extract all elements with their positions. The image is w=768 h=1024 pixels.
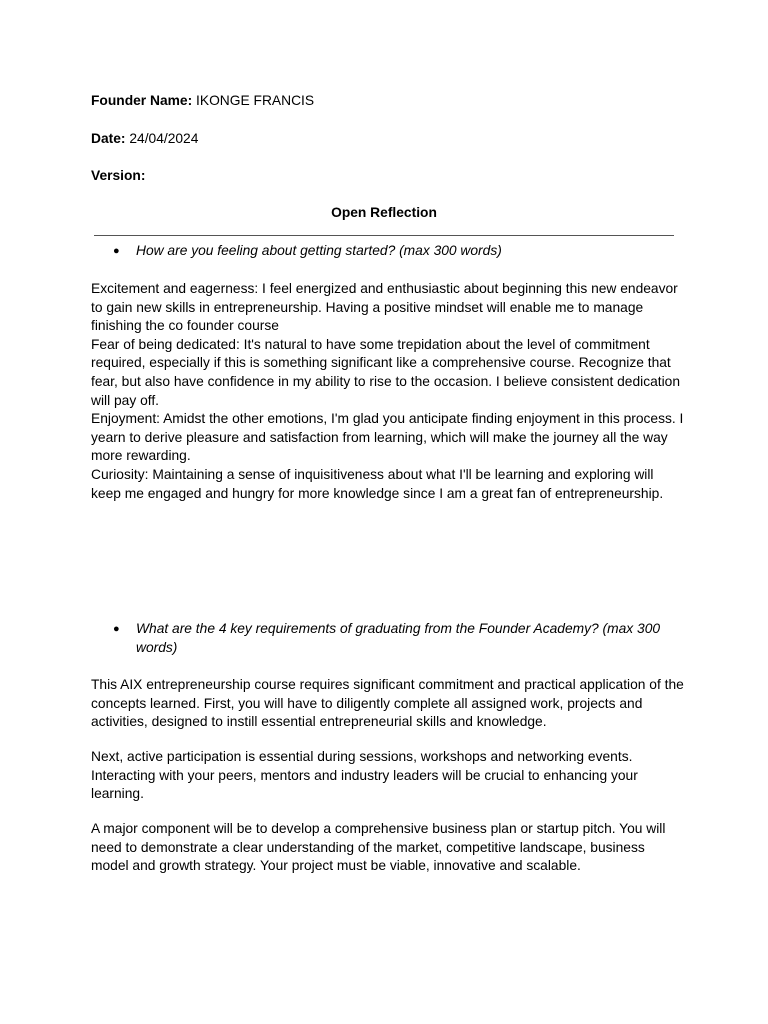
- title-divider: [94, 235, 674, 236]
- question-2: [113, 620, 673, 657]
- answer-1-paragraph: Enjoyment: Amidst the other emotions, I'm glad you anticipate finding enjoyment in this process. I yearn to derive pleasure and satisfaction from learning, which will make the journey all the way more rewarding.: [91, 411, 684, 464]
- founder-name-label: Founder Name:: [91, 93, 193, 108]
- date-label: Date:: [91, 131, 126, 146]
- founder-name-value: IKONGE FRANCIS: [196, 93, 315, 108]
- answer-2-paragraph-2: [91, 748, 685, 804]
- question-1-text: How are you feeling about getting started? (max 300 words): [136, 243, 502, 258]
- answer-2-paragraph-3: [91, 820, 685, 876]
- answer-2-paragraph-1: [91, 676, 685, 732]
- founder-name-line: [91, 92, 314, 110]
- answer-1-block: [91, 280, 685, 503]
- answer-1-paragraph: Fear of being dedicated: It's natural to have some trepidation about the level of commitment required, especially if this is something significant like a comprehensive course. Recognize that fear, but also have confidence in my ability to rise to the occasion. I believe consistent dedication will pay off.: [91, 336, 681, 408]
- page-title: Open Reflection: [331, 205, 437, 220]
- date-line: [91, 130, 198, 148]
- version-label: Version:: [91, 168, 146, 183]
- answer-2-text-2: Next, active participation is essential during sessions, workshops and networking events. Interacting with your peers, mentors and industry leaders will be crucial to enhancing your learning.: [91, 749, 638, 802]
- version-line: [91, 167, 145, 185]
- bullet-icon: ●: [113, 623, 120, 635]
- answer-1-paragraph: Curiosity: Maintaining a sense of inquisitiveness about what I'll be learning and exploring will keep me engaged and hungry for more knowledge since I am a great fan of entrepreneurship.: [91, 466, 664, 501]
- question-2-text: What are the 4 key requirements of graduating from the Founder Academy? (max 300 words): [136, 621, 661, 655]
- answer-2-text-1: This AIX entrepreneurship course requires significant commitment and practical application of the concepts learned. First, you will have to diligently complete all assigned work, projects and activities, designed to instill essential entrepreneurial skills and knowledge.: [91, 677, 684, 730]
- date-value: 24/04/2024: [129, 131, 199, 146]
- answer-1-paragraph: Excitement and eagerness: I feel energized and enthusiastic about beginning this new endeavor to gain new skills in entrepreneurship. Having a positive mindset will enable me to manage finishing the co founder course: [91, 281, 678, 334]
- question-1: [113, 242, 673, 261]
- answer-2-text-3: A major component will be to develop a comprehensive business plan or startup pitch. You will need to demonstrate a clear understanding of the market, competitive landscape, business model and growth strategy. Your project must be viable, innovative and scalable.: [91, 821, 666, 874]
- bullet-icon: ●: [113, 245, 120, 257]
